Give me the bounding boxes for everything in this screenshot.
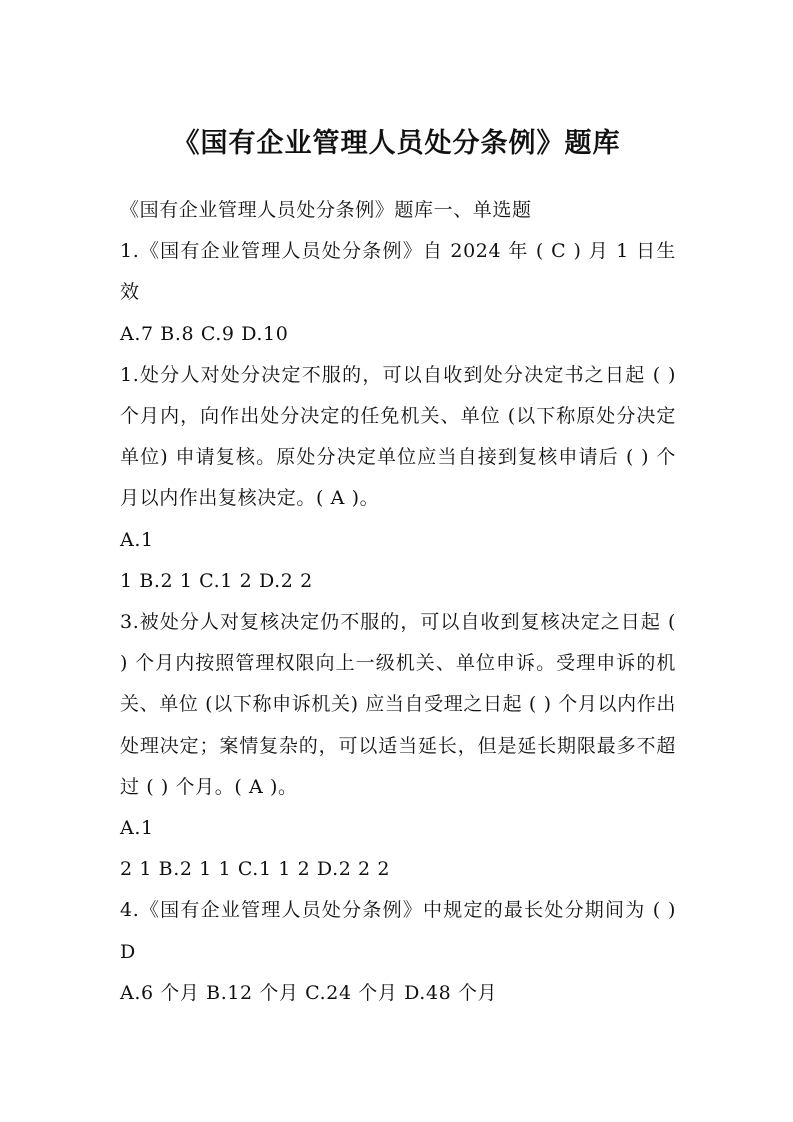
document-title: 《国有企业管理人员处分条例》题库	[172, 128, 621, 159]
question-2-options-line-2: 1 B.2 1 C.1 2 D.2 2	[120, 569, 313, 592]
section-heading: 《国有企业管理人员处分条例》题库一、单选题	[120, 199, 532, 221]
question-1-options: A.7 B.8 C.9 D.10	[120, 322, 289, 345]
question-3-options-line-1: A.1	[120, 817, 154, 840]
question-1: 1.《国有企业管理人员处分条例》自 2024 年 ( C ) 月 1 日生效	[120, 240, 676, 304]
question-4-options: A.6 个月 B.12 个月 C.24 个月 D.48 个月	[120, 981, 498, 1004]
question-3-options-line-2: 2 1 B.2 1 1 C.1 1 2 D.2 2 2	[120, 858, 391, 881]
question-2-options-line-1: A.1	[120, 528, 154, 551]
question-2: 1.处分人对处分决定不服的，可以自收到处分决定书之日起 ( ) 个月内，向作出处分决定的任免机关、单位 (以下称原处分决定单位) 申请复核。原处分决定单位应当自接到复核申请后 ( ) 个月以内作出复核决定。( A )。	[120, 363, 676, 510]
question-3: 3.被处分人对复核决定仍不服的，可以自收到复核决定之日起 ( ) 个月内按照管理权限向上一级机关、单位申诉。受理申诉的机关、单位 (以下称申诉机关) 应当自受理之日起 ( ) 个月以内作出处理决定；案情复杂的，可以适当延长，但是延长期限最多不超过 ( ) 个月。( A )。	[120, 611, 676, 798]
question-4: 4.《国有企业管理人员处分条例》中规定的最长处分期间为 ( ) D	[120, 899, 676, 963]
document-body	[120, 190, 676, 1014]
